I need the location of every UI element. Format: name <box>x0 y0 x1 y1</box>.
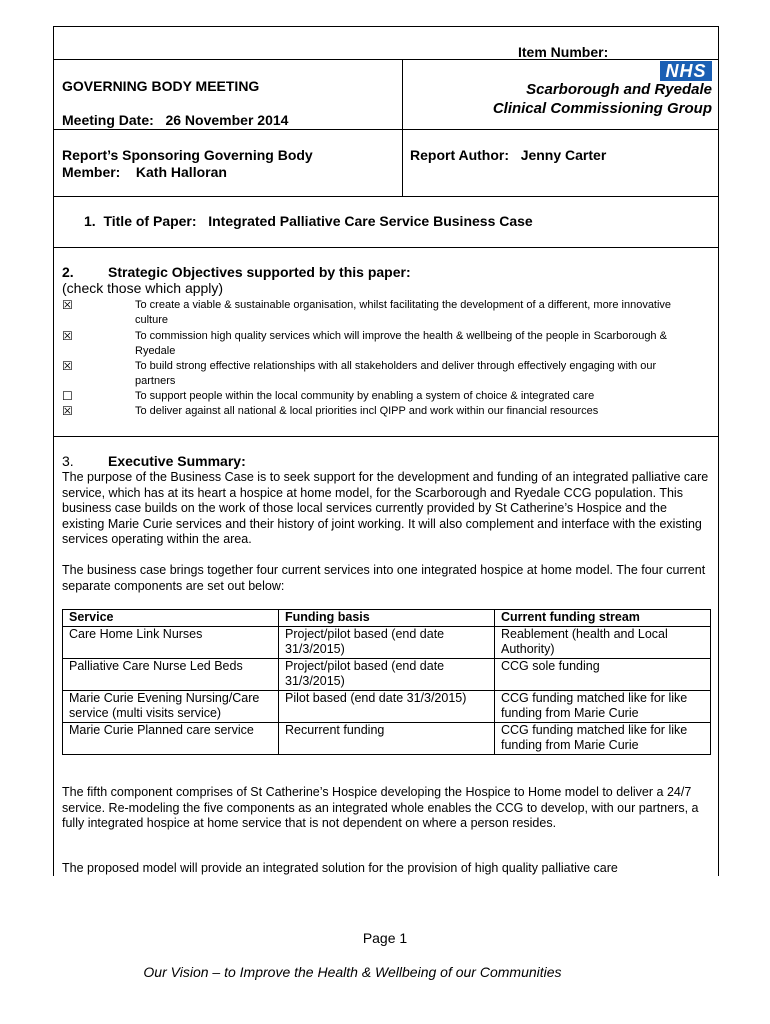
table-cell: CCG funding matched like for like funding from Marie Curie <box>495 690 711 722</box>
table-row <box>63 722 711 754</box>
column-header-funding-basis: Funding basis <box>279 610 495 627</box>
sponsor-line2: Member: Kath Halloran <box>62 164 227 180</box>
org-name-line1: Scarborough and Ryedale <box>526 81 712 98</box>
objectives-number: 2. <box>62 264 74 280</box>
table-cell: Marie Curie Planned care service <box>63 722 279 754</box>
objective-text: To support people within the local community by enabling a system of choice & integrated care <box>135 390 595 402</box>
rule-header-mid <box>54 129 718 130</box>
table-cell: Pilot based (end date 31/3/2015) <box>279 690 495 722</box>
page-number: Page 1 <box>362 930 408 946</box>
table-cell: Project/pilot based (end date 31/3/2015) <box>279 626 495 658</box>
table-row <box>63 690 711 722</box>
column-header-service: Service <box>63 610 279 627</box>
header-column-divider <box>402 59 403 196</box>
checkbox-checked-icon[interactable]: ☒ <box>62 298 73 312</box>
objective-text: To commission high quality services which will improve the health & wellbeing of the people in Scarborough & Ryedale <box>135 330 667 357</box>
item-number-label: Item Number: <box>518 44 609 60</box>
rule-header-top <box>54 59 718 60</box>
summary-paragraph-2: The business case brings together four current services into one integrated hospice at home model. The four current separate components are set out below: <box>62 563 706 593</box>
checkbox-unchecked-icon[interactable]: ☐ <box>62 389 73 403</box>
objectives-subheading: (check those which apply) <box>62 280 224 296</box>
objective-text: To build strong effective relationships with all stakeholders and deliver through effectively engaging with our partners <box>135 360 657 387</box>
report-author: Report Author: Jenny Carter <box>410 147 607 163</box>
objective-text: To deliver against all national & local priorities incl QIPP and work within our financial resources <box>135 405 599 417</box>
summary-paragraph-4: The proposed model will provide an integrated solution for the provision of high quality palliative care <box>62 861 618 875</box>
summary-paragraph-3: The fifth component comprises of St Catherine’s Hospice developing the Hospice to Home model to deliver a 24/7 service. Re-modeling the five components as an integrated whole enables the CCG to develop, with our partners, a fully integrated hospice at home service that is not dependent on where a person resides. <box>62 785 699 830</box>
vision-statement: Our Vision – to Improve the Health & Wellbeing of our Communities <box>143 964 562 980</box>
table-cell: CCG funding matched like for like funding from Marie Curie <box>495 722 711 754</box>
table-header-row <box>63 610 711 627</box>
services-table <box>62 609 711 755</box>
checkbox-checked-icon[interactable]: ☒ <box>62 329 73 343</box>
rule-header-bottom <box>54 196 718 197</box>
checkbox-checked-icon[interactable]: ☒ <box>62 359 73 373</box>
table-cell: Palliative Care Nurse Led Beds <box>63 658 279 690</box>
meeting-title: GOVERNING BODY MEETING <box>62 78 260 94</box>
table-cell: Reablement (health and Local Authority) <box>495 626 711 658</box>
org-name-line2: Clinical Commissioning Group <box>492 100 712 117</box>
rule-title-bottom <box>54 247 718 248</box>
table-cell: Care Home Link Nurses <box>63 626 279 658</box>
summary-number: 3. <box>62 453 74 469</box>
sponsor <box>62 147 313 181</box>
meeting-date <box>62 112 288 128</box>
table-cell: CCG sole funding <box>495 658 711 690</box>
table-row <box>63 626 711 658</box>
summary-paragraph-1: The purpose of the Business Case is to seek support for the development and funding of an integrated palliative care service, which has at its heart a hospice at home model, for the Scarborough and Ryedale CCG population. This business case builds on the work of those local services currently provided by St Catherine’s Hospice and the existing Marie Curie services and their history of joint working. It will also complement and interface with the existing services operating within the area. <box>62 470 709 546</box>
table-cell: Project/pilot based (end date 31/3/2015) <box>279 658 495 690</box>
checkbox-checked-icon[interactable]: ☒ <box>62 404 73 418</box>
rule-objectives-bottom <box>54 436 718 437</box>
meeting-date-value: 26 November 2014 <box>165 112 289 128</box>
paper-title: 1. Title of Paper: Integrated Palliative Care Service Business Case <box>84 213 533 229</box>
table-cell: Marie Curie Evening Nursing/Care service (multi visits service) <box>63 690 279 722</box>
objective-text: To create a viable & sustainable organisation, whilst facilitating the development of a different, more innovative culture <box>135 299 672 326</box>
table-row <box>63 658 711 690</box>
nhs-logo: NHS <box>660 61 712 81</box>
objectives-heading: Strategic Objectives supported by this paper: <box>108 264 411 280</box>
sponsor-line1: Report’s Sponsoring Governing Body <box>62 147 313 163</box>
document-frame <box>53 26 719 876</box>
column-header-funding-stream: Current funding stream <box>495 610 711 627</box>
table-cell: Recurrent funding <box>279 722 495 754</box>
summary-heading: Executive Summary: <box>108 453 246 469</box>
meeting-date-label: Meeting Date: <box>62 112 154 128</box>
